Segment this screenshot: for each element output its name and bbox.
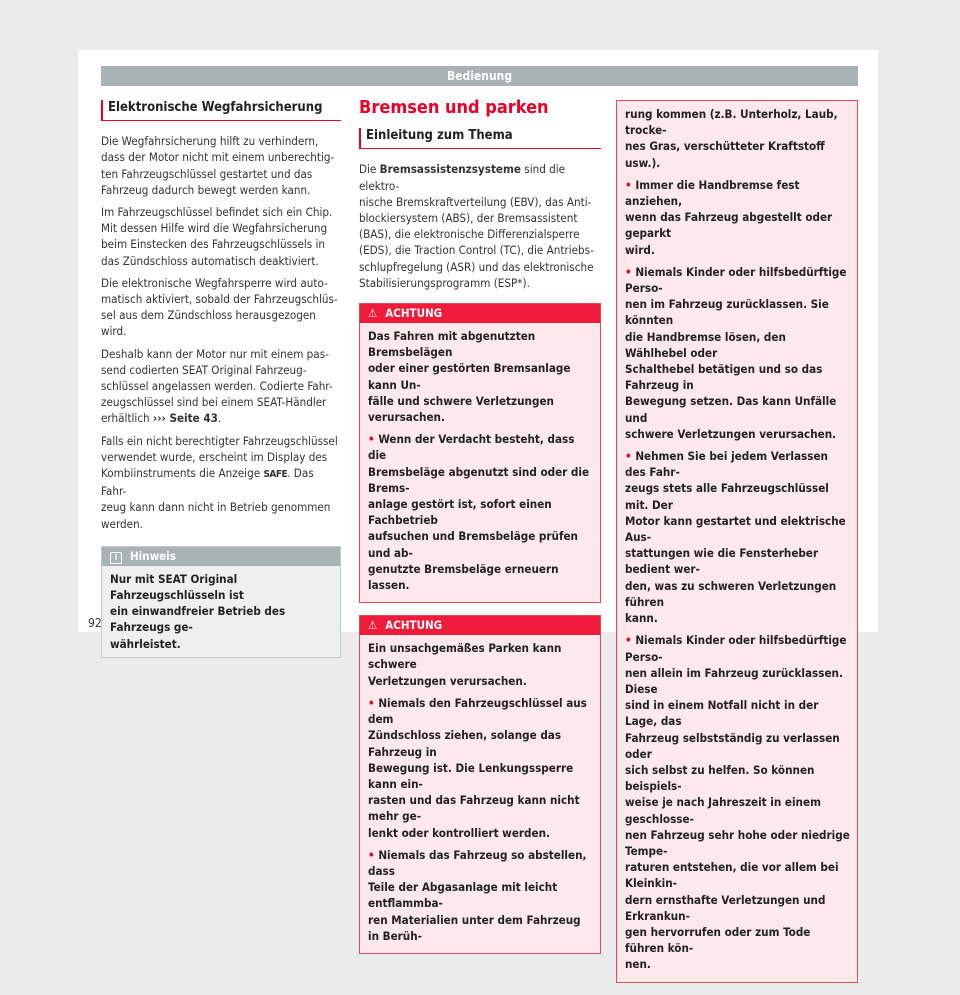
warning-icon: ⚠ bbox=[368, 618, 378, 633]
column-3 bbox=[616, 100, 858, 995]
section-header: Bedienung bbox=[101, 66, 858, 86]
note-box: i Hinweis Nur mit SEAT Original Fahrzeugschlüsseln ist ein einwandfreier Betrieb des Fahrzeugs ge- währleistet. bbox=[101, 546, 341, 658]
column-1 bbox=[101, 100, 341, 658]
page-link[interactable]: ››› Seite 43 bbox=[152, 411, 218, 426]
chapter-title: Bremsen und parken bbox=[359, 97, 549, 118]
warning-box-continued: rung kommen (z.B. Unterholz, Laub, trocke- nes Gras, verschütteter Kraftstoff usw.). • Immer die Handbremse fest anziehen, wenn das Fahrzeug abgestellt oder geparkt wird. • Niemals Kinder oder hilfsbedürftige Perso- nen im Fahrzeug zurücklassen. Sie könnten die Handbremse lösen, den Wählhebel oder Schalthebel betätigen und so das Fahrzeug in Bewegung setzen. Das kann Unfälle und schwere Verletzungen verursachen. • Nehmen Sie bei jedem Verlassen des Fahr- zeugs stets alle Fahrzeugschlüssel mit. Der Motor kann gestartet und elektrische Aus- stattungen wie die Fensterheber bedient wer- den, was zu schweren Verletzungen führen kann. • Niemals Kinder oder hilfsbedürftige Perso- nen allein im Fahrzeug zurücklassen. Diese sind in einem Notfall nicht in der Lage, das Fahrzeug selbstständig zu verlassen oder sich selbst zu helfen. So können beispiels- weise je nach Jahreszeit in einem geschlosse- nen Fahrzeug sehr hohe oder niedrige Tempe- raturen entstehen, die vor allem bei Kleinkin- dern ernsthafte Verletzungen und Erkrankun- gen hervorrufen oder zum Tode führen kön- nen. bbox=[616, 100, 858, 983]
paragraph: Deshalb kann der Motor nur mit einem pas- send codierten SEAT Original Fahrzeug- schlüssel angelassen werden. Codierte Fahr- zeugschlüssel sind bei einem SEAT-Händler erhältlich ››› Seite 43. bbox=[101, 346, 333, 426]
page-number: 92 bbox=[88, 616, 102, 630]
column-2 bbox=[359, 97, 601, 966]
bullet: • bbox=[625, 449, 632, 464]
bullet: • bbox=[368, 847, 375, 862]
bullet: • bbox=[625, 177, 632, 192]
bullet: • bbox=[625, 264, 632, 279]
paragraph: Falls ein nicht berechtigter Fahrzeugschlüssel verwendet wurde, erscheint im Display des Kombiinstruments die Anzeige SAFE. Das Fahr- zeug kann dann nicht in Betrieb genommen werden. bbox=[101, 433, 338, 531]
paragraph: Die Wegfahrsicherung hilft zu verhindern, dass der Motor nicht mit einem unberechtig- ten Fahrzeugschlüssel gestartet und das Fahrzeug dadurch bewegt werden kann. bbox=[101, 134, 335, 197]
paragraph: Im Fahrzeugschlüssel befindet sich ein Chip. Mit dessen Hilfe wird die Wegfahrsicherung beim Einstecken des Fahrzeugschlüssels in das Zündschloss automatisch deaktiviert. bbox=[101, 205, 333, 268]
paragraph: Die Bremsassistenzsysteme sind die elektro- nische Bremskraftverteilung (EBV), das Anti- blockiersystem (ABS), der Bremsassistent (BAS), die elektronische Differenzialsperre (EDS), die Traction Control (TC), die Antriebs- schlupfregelung (ASR) und das elektronische Stabilisierungsprogramm (ESP*). bbox=[359, 162, 594, 290]
warning-box: ⚠ ACHTUNG Ein unsachgemäßes Parken kann schwere Verletzungen verursachen. • Niemals den Fahrzeugschlüssel aus dem Zündschloss ziehen, solange das Fahrzeug in Bewegung ist. Die Lenkungssperre kann ein- rasten und das Fahrzeug kann nicht mehr ge- lenkt oder kontrolliert werden. • Niemals das Fahrzeug so abstellen, dass Teile der Abgasanlage mit leicht entflammba- ren Materialien unter dem Fahrzeug in Berüh- bbox=[359, 615, 601, 954]
info-icon: i bbox=[110, 552, 122, 564]
warning-icon: ⚠ bbox=[368, 306, 378, 321]
warning-box: ⚠ ACHTUNG Das Fahren mit abgenutzten Bremsbelägen oder einer gestörten Bremsanlage kann Un- fälle und schwere Verletzungen verursachen. • Wenn der Verdacht besteht, dass die Bremsbeläge abgenutzt sind oder die Brems- anlage gestört ist, sofort einen Fachbetrieb aufsuchen und Bremsbeläge prüfen und ab- genutzte Bremsbeläge erneuern lassen. bbox=[359, 303, 601, 603]
paragraph: Die elektronische Wegfahrsperre wird auto- matisch aktiviert, sobald der Fahrzeugschlüs- sel aus dem Zündschloss herausgezogen wird. bbox=[101, 275, 338, 339]
bullet: • bbox=[368, 432, 375, 447]
bullet: • bbox=[368, 695, 375, 710]
bullet: • bbox=[625, 633, 632, 648]
safe-symbol: SAFE bbox=[263, 469, 288, 481]
section-title: Elektronische Wegfahrsicherung bbox=[101, 100, 341, 121]
section-title: Einleitung zum Thema bbox=[359, 128, 601, 149]
